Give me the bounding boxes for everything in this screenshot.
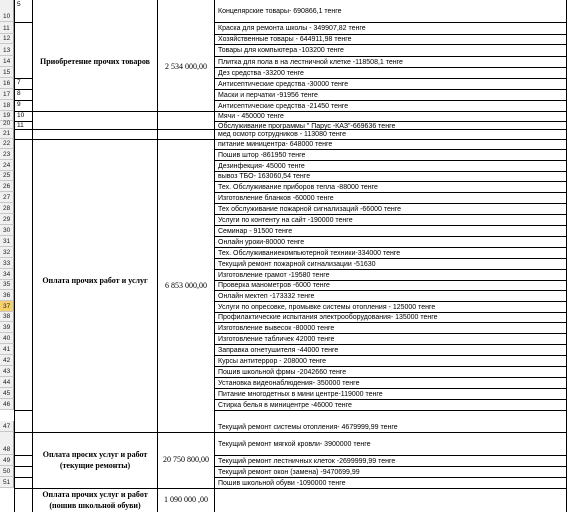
service-cell[interactable]: Пошив штор -861950 тенге [218, 151, 306, 159]
row-border [214, 488, 567, 489]
service-cell[interactable]: Изготовление вывесок -80000 тенге [218, 324, 335, 332]
row-header-44[interactable]: 44 [0, 377, 14, 388]
row-header-38[interactable]: 38 [0, 312, 14, 322]
row-header-40[interactable]: 40 [0, 333, 14, 344]
row-header-20[interactable]: 20 [0, 121, 14, 129]
row-header-50[interactable]: 50 [0, 466, 14, 477]
group-amount: 6 853 000,00 [165, 280, 207, 290]
group-amount: 20 750 800,00 [163, 455, 209, 464]
row-border-a [14, 477, 32, 478]
service-cell[interactable]: Маски и перчатки -91956 тенге [218, 91, 318, 99]
row-header-42[interactable]: 42 [0, 355, 14, 366]
group-1-top-line [32, 111, 214, 112]
row-header-18[interactable]: 18 [0, 100, 14, 111]
service-cell[interactable]: вывоз ТБО- 163060,54 тенге [218, 173, 311, 180]
service-cell[interactable]: Питание многодетных в мини центре-119000 тенге [218, 390, 383, 398]
row-border-a [14, 488, 32, 489]
service-cell[interactable]: Текущий ремонт мягкой кровли- 3900000 тенге [218, 440, 371, 448]
group-name: Оплата прочих услуг и работ (пошив школьной обуви) [42, 490, 148, 510]
group-name: Оплата просих услуг и работ (текущие ремонты) [42, 450, 148, 470]
row-header-22[interactable]: 22 [0, 139, 14, 149]
row-header-51[interactable]: 51 [0, 477, 14, 488]
row-number-cell: 5 [17, 1, 21, 8]
row-header-25[interactable]: 25 [0, 171, 14, 181]
row-header-31[interactable]: 31 [0, 236, 14, 247]
group-1-bottom-line [14, 139, 214, 140]
col-b-left-line [32, 0, 33, 512]
service-cell[interactable]: Изготовление бланков -60000 тенге [218, 194, 334, 202]
service-cell[interactable]: Онлайн мектеп -173332 тенге [218, 292, 315, 300]
service-cell[interactable]: Услуги по контенту на сайт -190000 тенге [218, 216, 353, 224]
service-cell[interactable]: Профилактические испытания электрооборудования- 135000 тенге [218, 314, 438, 321]
group-3-top-line [32, 432, 214, 433]
row-header-26[interactable]: 26 [0, 181, 14, 192]
row-border-a [14, 455, 32, 456]
row-header-13[interactable]: 13 [0, 44, 14, 56]
row-border [214, 410, 567, 411]
row-number-cell: 9 [17, 101, 21, 108]
row-header-29[interactable]: 29 [0, 214, 14, 225]
service-cell[interactable]: питание миницентра- 648000 тенге [218, 141, 333, 148]
service-cell[interactable]: Тех обслуживание пожарной сигнализаций -66000 тенге [218, 205, 401, 213]
group-name: Приобретение прочих товаров [39, 56, 151, 66]
row-header-33[interactable]: 33 [0, 258, 14, 269]
row-number-cell: 10 [17, 112, 25, 119]
row-header-27[interactable]: 27 [0, 192, 14, 203]
row-header-37[interactable]: 37 [0, 301, 14, 312]
service-cell[interactable]: Обслуживание программы " Парус -КАЗ"-669636 тенге [218, 123, 396, 130]
service-cell[interactable]: Заправка огнетушителя -44000 тенге [218, 346, 339, 354]
row-header-21[interactable]: 21 [0, 129, 14, 139]
row-header-48[interactable]: 48 [0, 432, 14, 455]
service-cell[interactable]: Тех. Обслуживаниекомпьютерной техники-334000 тенге [218, 249, 401, 257]
service-cell[interactable]: Хозяйственные товары - 644911,98 тенге [218, 36, 352, 43]
row-header-34[interactable]: 34 [0, 269, 14, 280]
row-border [214, 22, 567, 23]
row-header-24[interactable]: 24 [0, 160, 14, 171]
service-cell[interactable]: Концелярские товары- 690866,1 тенге [218, 8, 342, 15]
row-border [214, 432, 567, 433]
group-2-top-line [32, 129, 214, 130]
row-border-a [14, 466, 32, 467]
row-header-45[interactable]: 45 [0, 388, 14, 399]
service-cell[interactable]: Текущий ремонт системы отопления- 4679999,99 тенге [218, 423, 398, 431]
group-amount: 2 534 000,00 [165, 61, 207, 71]
group-name: Оплата прочих работ и услуг [42, 275, 148, 285]
row-header-19[interactable]: 19 [0, 111, 14, 121]
service-cell[interactable]: Изготовление табличек 42000 тенге [218, 335, 335, 343]
row-border-a [14, 22, 32, 23]
service-cell[interactable]: Пошив школьной обуви -1090000 тенге [218, 479, 346, 487]
row-border [214, 44, 567, 45]
service-cell[interactable]: Стирка белья в миницентре -46000 тенге [218, 401, 352, 409]
row-header-32[interactable]: 32 [0, 247, 14, 258]
service-cell[interactable]: Дезинфекция- 45000 тенге [218, 162, 305, 170]
service-cell[interactable]: Курсы антитеррор - 208000 тенге [218, 357, 327, 365]
row-header-17[interactable]: 17 [0, 89, 14, 100]
service-cell[interactable]: Установка видеонаблюдения- 350000 тенге [218, 379, 360, 387]
row-header-46[interactable]: 46 [0, 399, 14, 410]
service-cell[interactable]: Товары для компьютера -103200 тенге [218, 47, 344, 54]
row-header-47[interactable]: 47 [0, 421, 14, 432]
row-header-49[interactable]: 49 [0, 455, 14, 466]
service-cell[interactable]: Текущий ремонт пожарной сигнализации -51630 [218, 260, 376, 268]
service-cell[interactable]: мед осмотр сотрудников - 113080 тенге [218, 131, 346, 138]
service-cell[interactable]: Онлайн уроки-80000 тенге [218, 238, 305, 246]
row-header-41[interactable]: 41 [0, 344, 14, 355]
row-header-12[interactable]: 12 [0, 34, 14, 44]
service-cell[interactable]: Дез средства -33200 тенге [218, 69, 304, 77]
row-header-23[interactable]: 23 [0, 149, 14, 160]
service-cell[interactable]: Пошив школьной фрмы -2042660 тенге [218, 368, 347, 376]
service-cell[interactable]: Антисептические средства -21450 тенге [218, 102, 349, 110]
row-header-15[interactable]: 15 [0, 67, 14, 78]
row-border-a [14, 129, 32, 130]
col-a-left-line [14, 0, 15, 512]
row-header-43[interactable]: 43 [0, 366, 14, 377]
row-number-cell: 7 [17, 79, 21, 86]
service-cell[interactable]: Плитка для пола в на лестничной клетке -118508,1 тенге [218, 58, 403, 66]
row-number-cell: 8 [17, 90, 21, 97]
row-header-11[interactable]: 11 [0, 22, 14, 34]
row-header-35[interactable]: 35 [0, 280, 14, 290]
row-header-39[interactable]: 39 [0, 322, 14, 333]
row-header-14[interactable]: 14 [0, 56, 14, 67]
row-header-28[interactable]: 28 [0, 203, 14, 214]
service-cell[interactable]: Текущий ремонт лестничных клеток -2699999,99 тенге [218, 457, 396, 465]
service-cell[interactable]: Проверка манометров -6000 тенге [218, 282, 330, 289]
service-cell[interactable]: Текущий ремонт окон (замена) -9470699,99 [218, 468, 360, 476]
service-cell[interactable]: Услуги по опресовке, промывке системы отопления - 125000 тенге [218, 303, 436, 311]
col-c-left-line [157, 0, 158, 512]
service-cell[interactable]: Семинар - 91500 тенге [218, 227, 293, 235]
service-cell[interactable]: Изготовление грамот -19580 тенге [218, 271, 330, 279]
service-cell[interactable]: Тех. Обслуживание приборов тепла -88000 тенге [218, 183, 378, 191]
row-header-16[interactable]: 16 [0, 78, 14, 89]
service-cell[interactable]: Антисептические средства -30000 тенге [218, 80, 349, 88]
row-header-30[interactable]: 30 [0, 225, 14, 236]
group-amount: 1 090 000 ,00 [164, 495, 208, 504]
row-border-a [14, 432, 32, 433]
service-cell[interactable]: Краска для ремонта школы - 349907,82 тенге [218, 25, 366, 32]
row-header-10[interactable]: 10 [0, 0, 14, 22]
row-number-cell: 11 [17, 122, 24, 129]
row-header-36[interactable]: 36 [0, 290, 14, 301]
row-border-a [14, 410, 32, 411]
service-cell[interactable]: Мячи - 450000 тенге [218, 113, 284, 120]
